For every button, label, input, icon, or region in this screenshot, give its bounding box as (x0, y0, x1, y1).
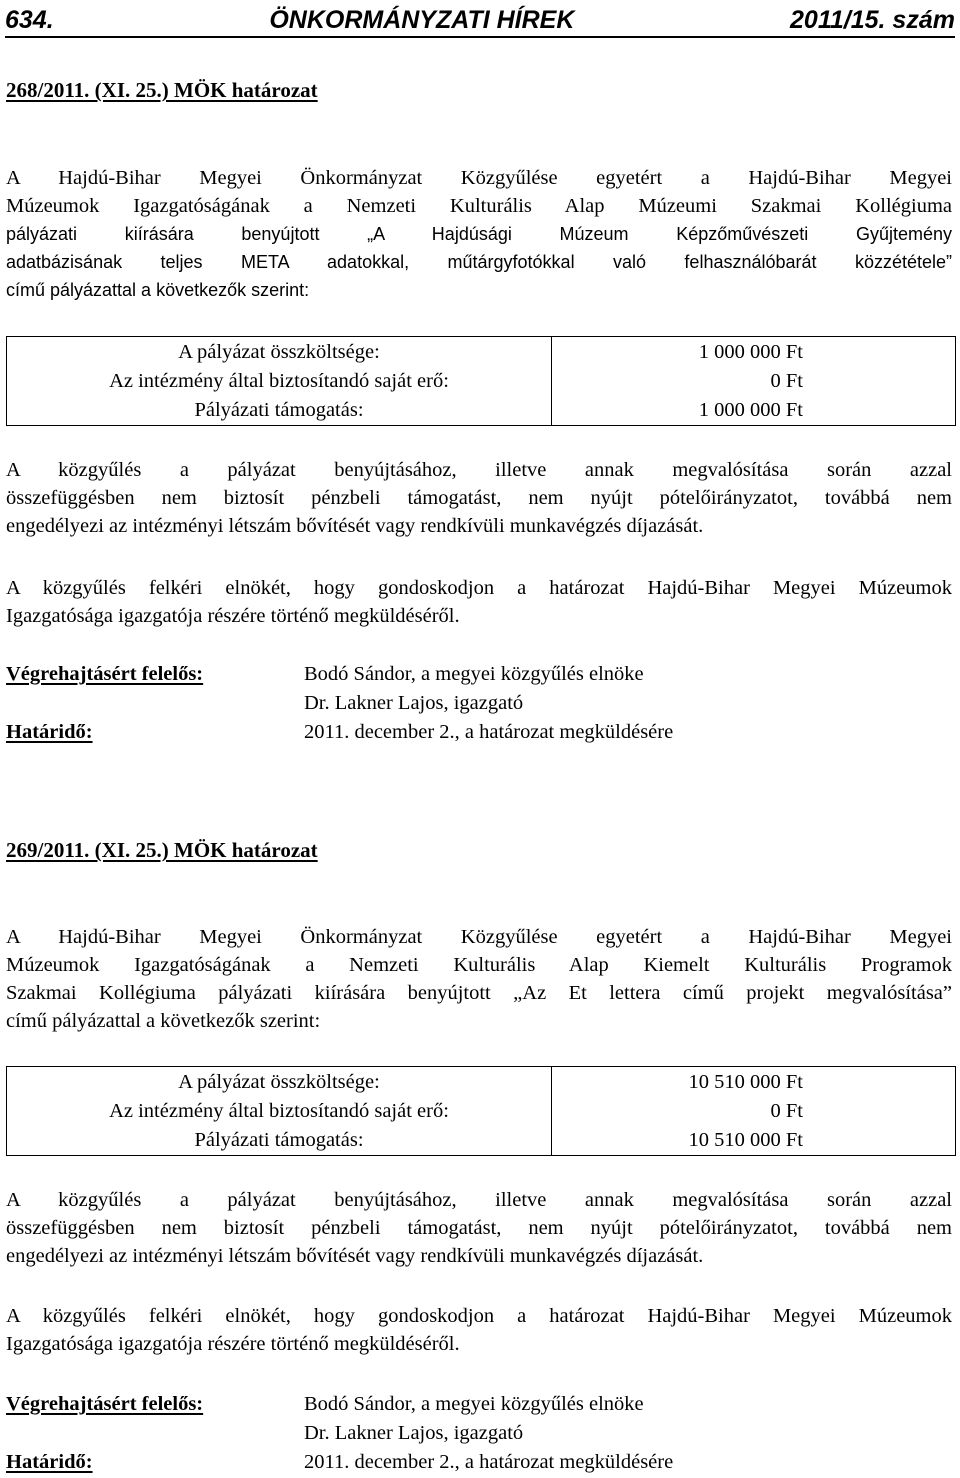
budget-label-column (7, 1067, 552, 1155)
resolution-request (6, 1302, 952, 1358)
budget-label-column (7, 337, 552, 425)
responsible-person: Dr. Lakner Lajos, igazgató (304, 1422, 524, 1444)
text-line: összefüggésben nem biztosít pénzbeli támogatást, nem nyújt pótelőirányzatot, továbbá nem (6, 1217, 952, 1239)
responsible-label: Végrehajtásért felelős: (6, 1393, 204, 1415)
budget-value: 10 510 000 Ft (688, 1128, 803, 1151)
budget-value: 0 Ft (770, 1099, 803, 1122)
page-number: 634. (5, 6, 54, 34)
budget-value: 1 000 000 Ft (698, 340, 803, 363)
deadline-label: Határidő: (6, 721, 93, 743)
text-line: Múzeumok Igazgatóságának a Nemzeti Kulturális Alap Kiemelt Kulturális Programok (6, 954, 952, 976)
resolution-intro (6, 923, 952, 1035)
budget-label: A pályázat összköltsége: (178, 340, 380, 363)
resolution-conditions (6, 456, 952, 540)
responsible-row (6, 1419, 952, 1448)
budget-value: 0 Ft (770, 369, 803, 392)
budget-label: Pályázati támogatás: (194, 1128, 364, 1151)
deadline-label: Határidő: (6, 1451, 93, 1473)
responsible-row (6, 660, 952, 689)
responsible-row (6, 689, 952, 718)
budget-label: Az intézmény által biztosítandó saját erő: (109, 369, 449, 392)
text-line: A közgyűlés a pályázat benyújtásához, illetve annak megvalósítása során azzal (6, 459, 952, 481)
text-line: pályázati kiírására benyújtott „A Hajdúsági Múzeum Képzőművészeti Gyűjtemény (6, 224, 952, 244)
text-line: Múzeumok Igazgatóságának a Nemzeti Kulturális Alap Múzeumi Szakmai Kollégiuma (6, 195, 952, 217)
budget-label: Pályázati támogatás: (194, 398, 364, 421)
text-line: összefüggésben nem biztosít pénzbeli támogatást, nem nyújt pótelőirányzatot, továbbá nem (6, 487, 952, 509)
text-line: adatbázisának teljes META adatokkal, műtárgyfotókkal való felhasználóbarát közzététele” (6, 252, 952, 272)
budget-table (6, 1066, 956, 1156)
responsible-person: Bodó Sándor, a megyei közgyűlés elnöke (304, 663, 644, 685)
budget-table (6, 336, 956, 426)
text-line: A közgyűlés felkéri elnökét, hogy gondoskodjon a határozat Hajdú-Bihar Megyei Múzeumok (6, 1305, 952, 1327)
text-line: Szakmai Kollégiuma pályázati kiírására benyújtott „Az Et lettera című projekt megvalósítása” (6, 982, 952, 1004)
text-line: A közgyűlés a pályázat benyújtásához, illetve annak megvalósítása során azzal (6, 1189, 952, 1211)
text-line: Igazgatósága igazgatója részére történő megküldéséről. (6, 605, 460, 627)
responsibility-block (6, 660, 952, 747)
deadline-row (6, 718, 952, 747)
text-line: című pályázattal a következők szerint: (6, 280, 310, 300)
responsible-person: Dr. Lakner Lajos, igazgató (304, 692, 524, 714)
budget-label: A pályázat összköltsége: (178, 1070, 380, 1093)
responsible-person: Bodó Sándor, a megyei közgyűlés elnöke (304, 1393, 644, 1415)
budget-value-column (552, 337, 955, 425)
budget-value: 1 000 000 Ft (698, 398, 803, 421)
text-line: Igazgatósága igazgatója részére történő megküldéséről. (6, 1333, 460, 1355)
responsible-label: Végrehajtásért felelős: (6, 663, 204, 685)
deadline-row (6, 1448, 952, 1477)
resolution-intro (6, 164, 952, 304)
resolution-request (6, 574, 952, 630)
page-header (5, 2, 955, 38)
responsible-row (6, 1390, 952, 1419)
publication-title: ÖNKORMÁNYZATI HÍREK (269, 6, 575, 34)
text-line: engedélyezi az intézményi létszám bővítését vagy rendkívüli munkavégzés díjazását. (6, 515, 704, 537)
resolution-conditions (6, 1186, 952, 1270)
budget-value-column (552, 1067, 955, 1155)
resolution-title: 269/2011. (XI. 25.) MÖK határozat (6, 838, 318, 862)
text-line: A Hajdú-Bihar Megyei Önkormányzat Közgyűlése egyetért a Hajdú-Bihar Megyei (6, 167, 952, 189)
budget-label: Az intézmény által biztosítandó saját erő: (109, 1099, 449, 1122)
resolution-title: 268/2011. (XI. 25.) MÖK határozat (6, 78, 318, 102)
text-line: engedélyezi az intézményi létszám bővítését vagy rendkívüli munkavégzés díjazását. (6, 1245, 704, 1267)
issue-number: 2011/15. szám (790, 6, 955, 34)
budget-value: 10 510 000 Ft (688, 1070, 803, 1093)
text-line: A Hajdú-Bihar Megyei Önkormányzat Közgyűlése egyetért a Hajdú-Bihar Megyei (6, 926, 952, 948)
deadline-value: 2011. december 2., a határozat megküldésére (304, 1451, 674, 1473)
text-line: A közgyűlés felkéri elnökét, hogy gondoskodjon a határozat Hajdú-Bihar Megyei Múzeumok (6, 577, 952, 599)
text-line: című pályázattal a következők szerint: (6, 1010, 321, 1032)
deadline-value: 2011. december 2., a határozat megküldésére (304, 721, 674, 743)
responsibility-block (6, 1390, 952, 1477)
